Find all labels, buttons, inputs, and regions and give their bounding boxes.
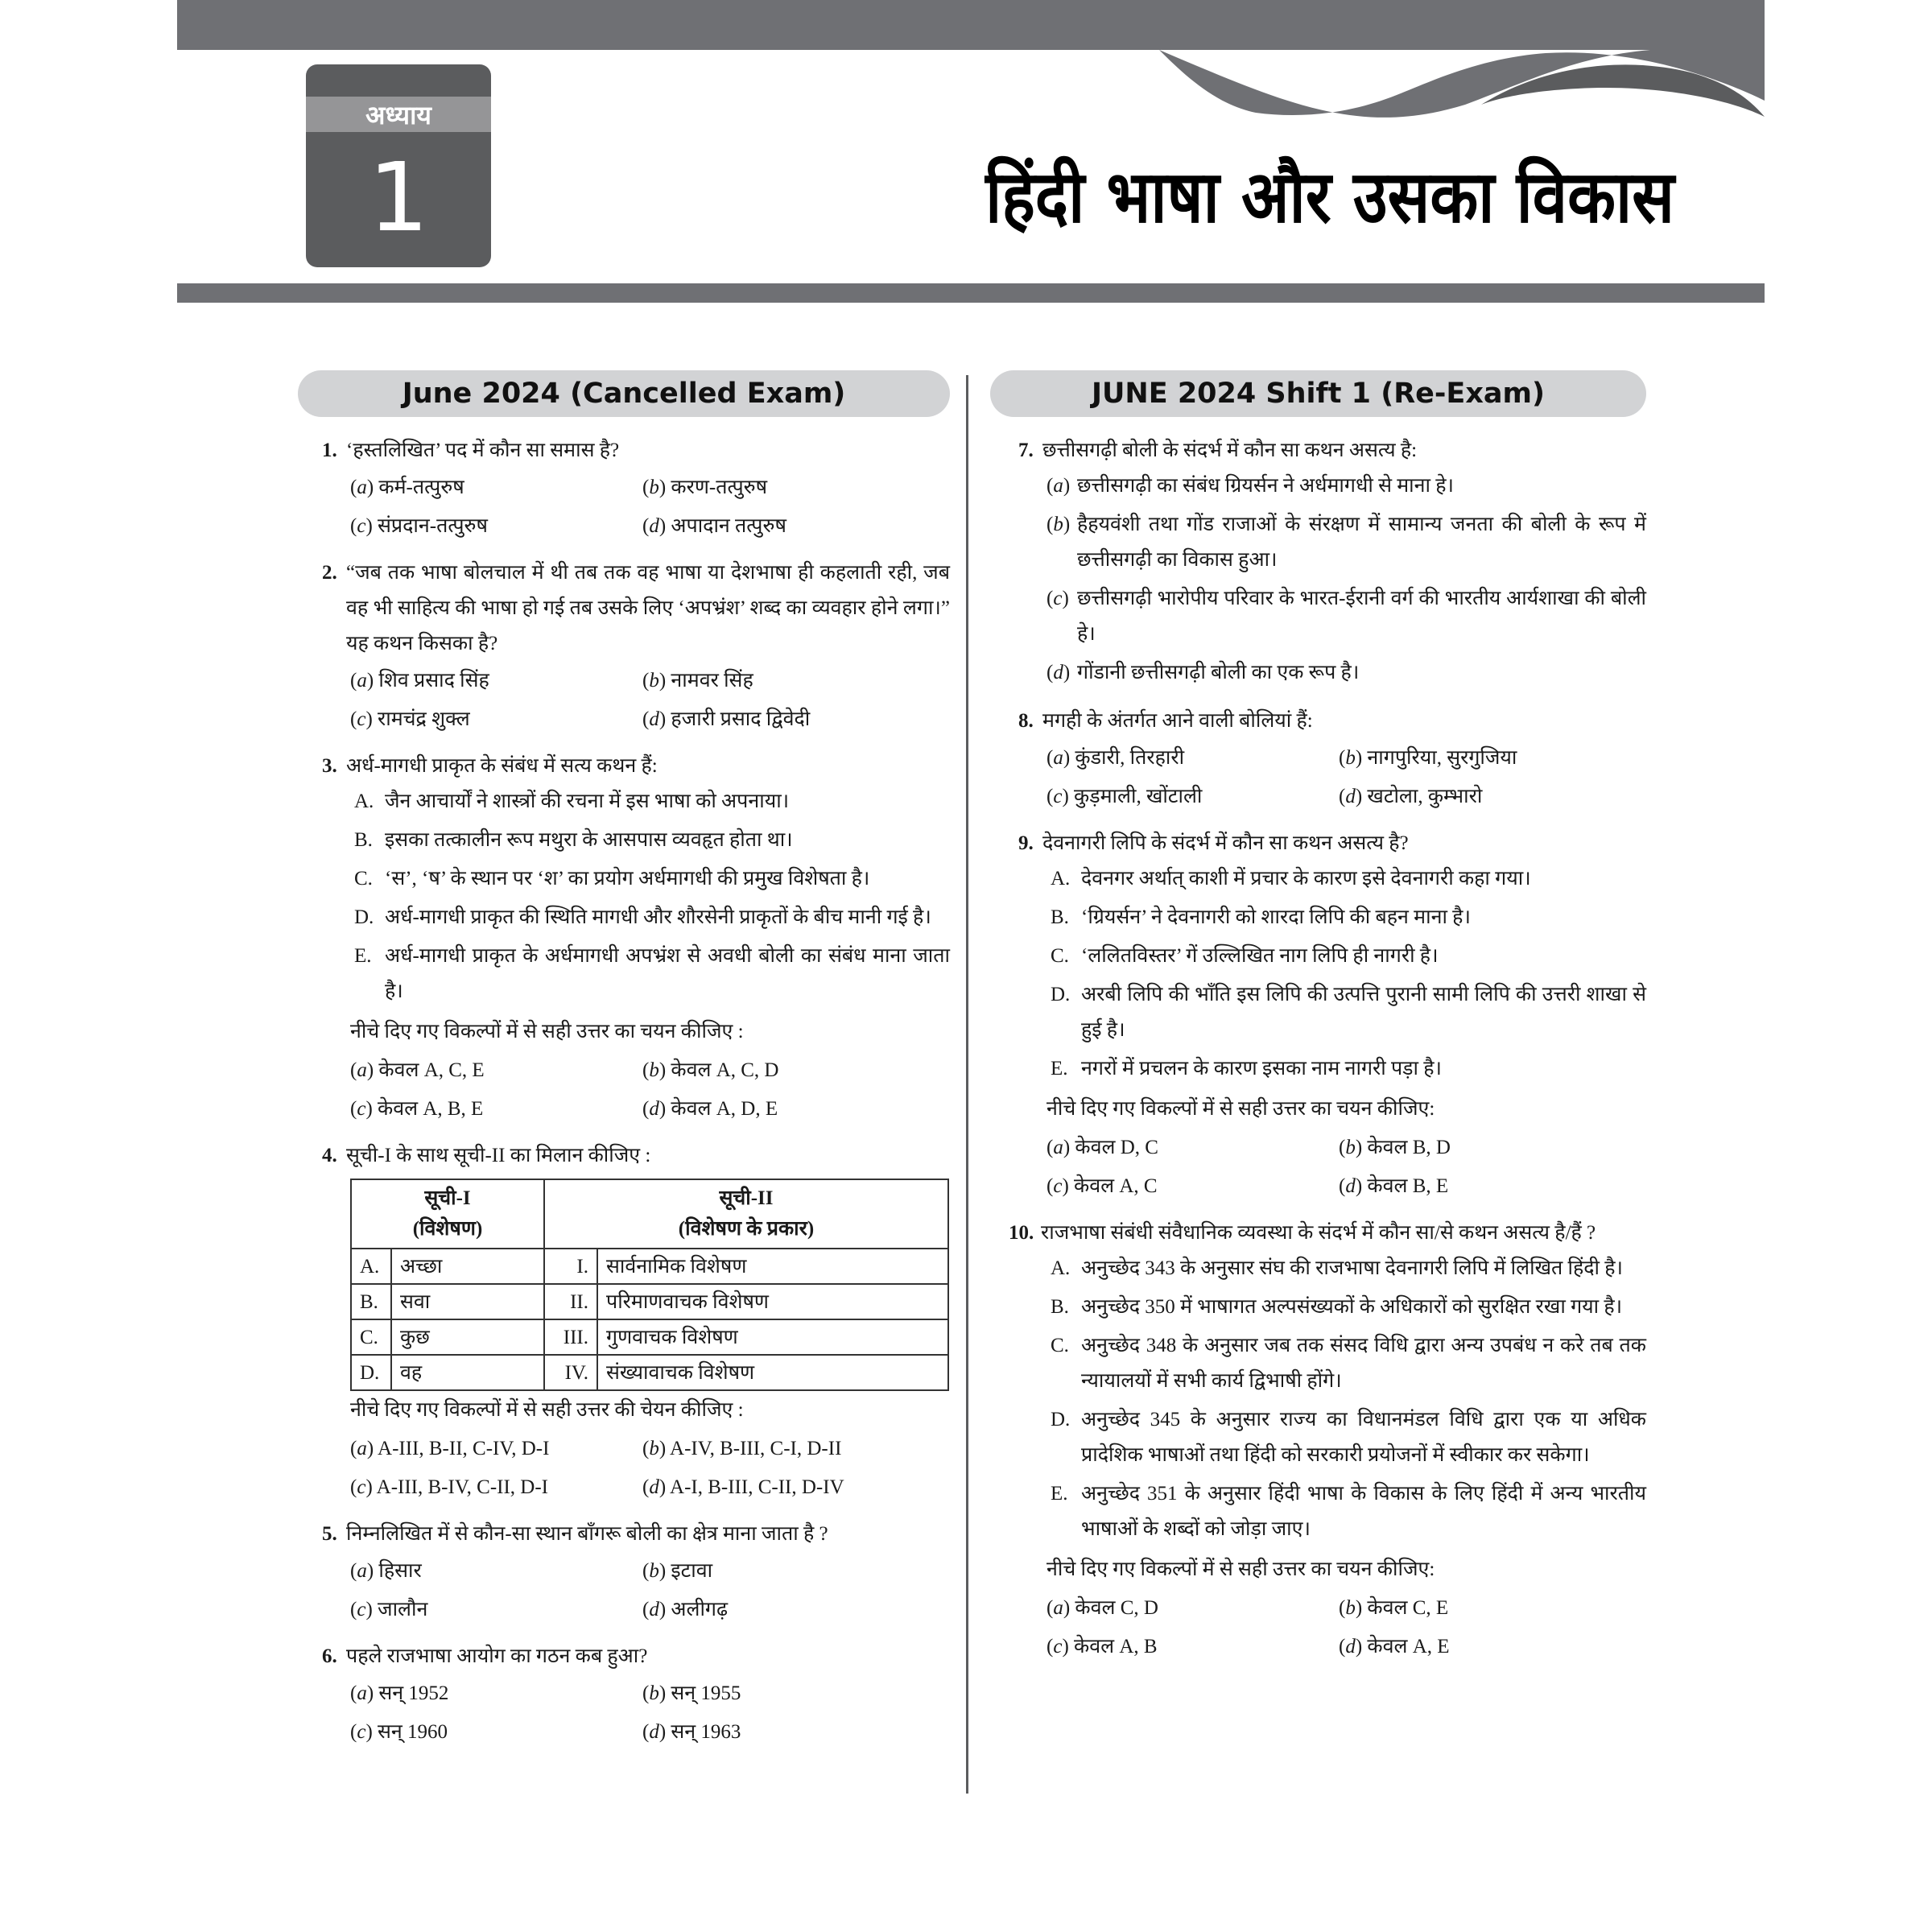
statement-d: D. अरबी लिपि की भाँति इस लिपि की उत्पत्ति पुरानी सामी लिपि की उत्तरी शाखा से हुई है। — [1051, 984, 1646, 1041]
table-row: C. कुछ III. गुणवाचक विशेषण — [351, 1319, 948, 1355]
option-c[interactable]: (c) छत्तीसगढ़ी भारोपीय परिवार के भारत-ईरानी वर्ग की भारतीय आर्यशाखा की बोली हे। — [1046, 588, 1646, 645]
option-c[interactable]: (c) केवल A, B — [1046, 1636, 1158, 1657]
statement-a: A. देवनगर अर्थात् काशी में प्रचार के कारण इसे देवनागरी कहा गया। — [1051, 868, 1531, 890]
question-number: 5. — [322, 1523, 337, 1545]
option-a[interactable]: (a) कुंडारी, तिरहारी — [1046, 747, 1185, 769]
question-6 — [322, 1639, 950, 1752]
table-header-list-2: सूची-II (विशेषण के प्रकार) — [544, 1179, 948, 1249]
question-10 — [1009, 1216, 1646, 1666]
match-table — [350, 1179, 949, 1391]
table-row: B. सवा II. परिमाणवाचक विशेषण — [351, 1284, 948, 1319]
question-9 — [1018, 826, 1646, 1206]
section-title-re-exam: JUNE 2024 Shift 1 (Re-Exam) — [990, 370, 1646, 417]
question-4 — [322, 1138, 950, 1507]
question-text: राजभाषा संबंधी संवैधानिक व्यवस्था के संदर्भ में कौन सा/से कथन असत्य है/हैं ? — [1041, 1222, 1596, 1244]
option-c[interactable]: (c) केवल A, B, E — [350, 1098, 484, 1120]
section-title-cancelled-exam: June 2024 (Cancelled Exam) — [298, 370, 950, 417]
option-b[interactable]: (b) केवल C, E — [1339, 1597, 1449, 1619]
option-d[interactable]: (d) केवल A, D, E — [642, 1098, 778, 1120]
question-text: निम्नलिखित में से कौन-सा स्थान बाँगरू बोली का क्षेत्र माना जाता है ? — [346, 1523, 828, 1545]
option-c[interactable]: (c) सन् 1960 — [350, 1721, 448, 1743]
statement-a: A. जैन आचार्यों ने शास्त्रों की रचना में इस भाषा को अपनाया। — [354, 791, 790, 812]
question-text: अर्ध-मागधी प्राकृत के संबंध में सत्य कथन हैं: — [346, 755, 658, 777]
option-a[interactable]: (a) केवल A, C, E — [350, 1059, 485, 1081]
statement-e: E. अर्ध-मागधी प्राकृत के अर्धमागधी अपभ्रंश से अवधी बोली का संबंध माना जाता है। — [354, 945, 950, 1002]
option-d[interactable]: (d) केवल A, E — [1339, 1636, 1450, 1657]
option-c[interactable]: (c) केवल A, C — [1046, 1175, 1158, 1197]
instruction-text: नीचे दिए गए विकल्पों में से सही उत्तर का चयन कीजिए: — [1046, 1558, 1435, 1580]
column-divider — [966, 375, 968, 1794]
instruction-text: नीचे दिए गए विकल्पों में से सही उत्तर का चयन कीजिए : — [350, 1021, 744, 1042]
option-b[interactable]: (b) करण-तत्पुरुष — [642, 477, 768, 498]
table-row: D. वह IV. संख्यावाचक विशेषण — [351, 1355, 948, 1390]
option-d[interactable]: (d) गोंडानी छत्तीसगढ़ी बोली का एक रूप है। — [1046, 662, 1360, 683]
option-d[interactable]: (d) A-I, B-III, C-II, D-IV — [642, 1476, 844, 1498]
statement-c: C. ‘स’, ‘ष’ के स्थान पर ‘श’ का प्रयोग अर्धमागधी की प्रमुख विशेषता है। — [354, 868, 870, 890]
question-2 — [322, 555, 950, 739]
chapter-title: हिंदी भाषा और उसका विकास — [985, 155, 1674, 240]
table-header-list-1: सूची-I (विशेषण) — [351, 1179, 544, 1249]
chapter-label: अध्याय — [306, 97, 491, 132]
question-number: 1. — [322, 440, 337, 461]
header-bottom-band — [177, 283, 1765, 303]
statement-a: A. अनुच्छेद 343 के अनुसार संघ की राजभाषा देवनागरी लिपि में लिखित हिंदी है। — [1051, 1257, 1624, 1279]
option-a[interactable]: (a) छत्तीसगढ़ी का संबंध ग्रियर्सन ने अर्धमागधी से माना हे। — [1046, 475, 1455, 497]
statement-b: B. इसका तत्कालीन रूप मथुरा के आसपास व्यवहृत होता था। — [354, 829, 793, 851]
option-a[interactable]: (a) केवल C, D — [1046, 1597, 1158, 1619]
question-number: 2. — [322, 562, 337, 584]
question-1 — [322, 433, 950, 546]
option-d[interactable]: (d) खटोला, कुम्भारो — [1339, 786, 1483, 807]
question-3 — [322, 749, 950, 1129]
option-c[interactable]: (c) रामचंद्र शुक्ल — [350, 708, 470, 730]
option-d[interactable]: (d) अपादान तत्पुरुष — [642, 515, 786, 537]
statement-list — [1051, 1251, 1646, 1547]
question-number: 10. — [1009, 1222, 1034, 1244]
option-b[interactable]: (b) सन् 1955 — [642, 1682, 741, 1704]
option-d[interactable]: (d) केवल B, E — [1339, 1175, 1449, 1197]
option-a[interactable]: (a) केवल D, C — [1046, 1137, 1158, 1158]
option-d[interactable]: (d) हजारी प्रसाद द्विवेदी — [642, 708, 811, 730]
question-text: पहले राजभाषा आयोग का गठन कब हुआ? — [346, 1645, 648, 1667]
instruction-text: नीचे दिए गए विकल्पों में से सही उत्तर की चेयन कीजिए : — [350, 1399, 744, 1421]
option-b[interactable]: (b) A-IV, B-III, C-I, D-II — [642, 1438, 842, 1459]
option-c[interactable]: (c) कुड़माली, खोंटाली — [1046, 786, 1203, 807]
question-text: मगही के अंतर्गत आने वाली बोलियां हैं: — [1042, 710, 1313, 732]
option-b[interactable]: (b) हैहयवंशी तथा गोंड राजाओं के संरक्षण में सामान्य जनता की बोली के रूप में छत्तीसगढ़ी का विकास हुआ। — [1046, 514, 1646, 571]
statement-d: D. अर्ध-मागधी प्राकृत की स्थिति मागधी और शौरसेनी प्राकृतों के बीच मानी गई है। — [354, 906, 931, 928]
question-number: 8. — [1018, 710, 1034, 732]
statement-c: C. ‘ललितविस्तर’ गें उल्लिखित नाग लिपि ही नागरी है। — [1051, 945, 1439, 967]
option-a[interactable]: (a) सन् 1952 — [350, 1682, 449, 1704]
statement-c: C. अनुच्छेद 348 के अनुसार जब तक संसद विधि द्वारा अन्य उपबंध न करे तब तक न्यायालयों में सभी कार्य द्विभाषी होंगे। — [1051, 1335, 1646, 1392]
question-number: 3. — [322, 755, 337, 777]
question-number: 6. — [322, 1645, 337, 1667]
option-c[interactable]: (c) जालौन — [350, 1599, 428, 1620]
option-b[interactable]: (b) केवल A, C, D — [642, 1059, 779, 1081]
statement-list — [1051, 861, 1646, 1087]
question-text: सूची-I के साथ सूची-II का मिलान कीजिए : — [346, 1145, 651, 1166]
option-d[interactable]: (d) अलीगढ़ — [642, 1599, 729, 1620]
instruction-text: नीचे दिए गए विकल्पों में से सही उत्तर का चयन कीजिए: — [1046, 1098, 1435, 1120]
statement-e: E. अनुच्छेद 351 के अनुसार हिंदी भाषा के विकास के लिए हिंदी में अन्य भारतीय भाषाओं के शब्दों को जोड़ा जाए। — [1051, 1483, 1646, 1540]
question-text: देवनागरी लिपि के संदर्भ में कौन सा कथन असत्य है? — [1042, 832, 1409, 854]
option-a[interactable]: (a) शिव प्रसाद सिंह — [350, 670, 489, 691]
statement-e: E. नगरों में प्रचलन के कारण इसका नाम नागरी पड़ा है। — [1051, 1058, 1443, 1080]
option-a[interactable]: (a) कर्म-तत्पुरुष — [350, 477, 464, 498]
question-text: छत्तीसगढ़ी बोली के संदर्भ में कौन सा कथन असत्य है: — [1042, 440, 1418, 461]
option-a[interactable]: (a) हिसार — [350, 1560, 422, 1582]
option-b[interactable]: (b) इटावा — [642, 1560, 713, 1582]
statement-list — [354, 784, 950, 1009]
question-text: ‘हस्तलिखित’ पद में कौन सा समास है? — [346, 440, 620, 461]
chapter-number: 1 — [368, 142, 429, 253]
question-number: 7. — [1018, 440, 1034, 461]
option-b[interactable]: (b) नागपुरिया, सुरगुजिया — [1339, 747, 1517, 769]
question-8 — [1018, 704, 1646, 816]
question-number: 9. — [1018, 832, 1034, 854]
question-number: 4. — [322, 1145, 337, 1166]
chapter-badge — [306, 64, 491, 267]
option-c[interactable]: (c) संप्रदान-तत्पुरुष — [350, 515, 488, 537]
option-c[interactable]: (c) A-III, B-IV, C-II, D-I — [350, 1476, 549, 1498]
option-b[interactable]: (b) केवल B, D — [1339, 1137, 1451, 1158]
question-text: “जब तक भाषा बोलचाल में थी तब तक वह भाषा या देशभाषा ही कहलाती रही, जब वह भी साहित्य की भाषा हो गई तब उसके लिए ‘अपभ्रंश’ शब्द का व्यवहार होने लगा।” यह कथन किसका है? — [346, 562, 950, 654]
right-column — [994, 370, 1646, 1666]
statement-b: B. अनुच्छेद 350 में भाषागत अल्पसंख्यकों के अधिकारों को सुरक्षित रखा गया है। — [1051, 1296, 1623, 1318]
question-5 — [322, 1517, 950, 1629]
option-a[interactable]: (a) A-III, B-II, C-IV, D-I — [350, 1438, 550, 1459]
question-7 — [1018, 433, 1646, 691]
statement-d: D. अनुच्छेद 345 के अनुसार राज्य का विधानमंडल विधि द्वारा एक या अधिक प्रादेशिक भाषाओं तथा हिंदी को सरकारी प्रयोजनों में स्वीकार कर सकेगा। — [1051, 1409, 1646, 1466]
option-b[interactable]: (b) नामवर सिंह — [642, 670, 753, 691]
statement-b: B. ‘ग्रियर्सन’ ने देवनागरी को शारदा लिपि की बहन माना है। — [1051, 906, 1471, 928]
left-column — [298, 370, 950, 1752]
table-row: A. अच्छा I. सार्वनामिक विशेषण — [351, 1249, 948, 1284]
option-d[interactable]: (d) सन् 1963 — [642, 1721, 741, 1743]
